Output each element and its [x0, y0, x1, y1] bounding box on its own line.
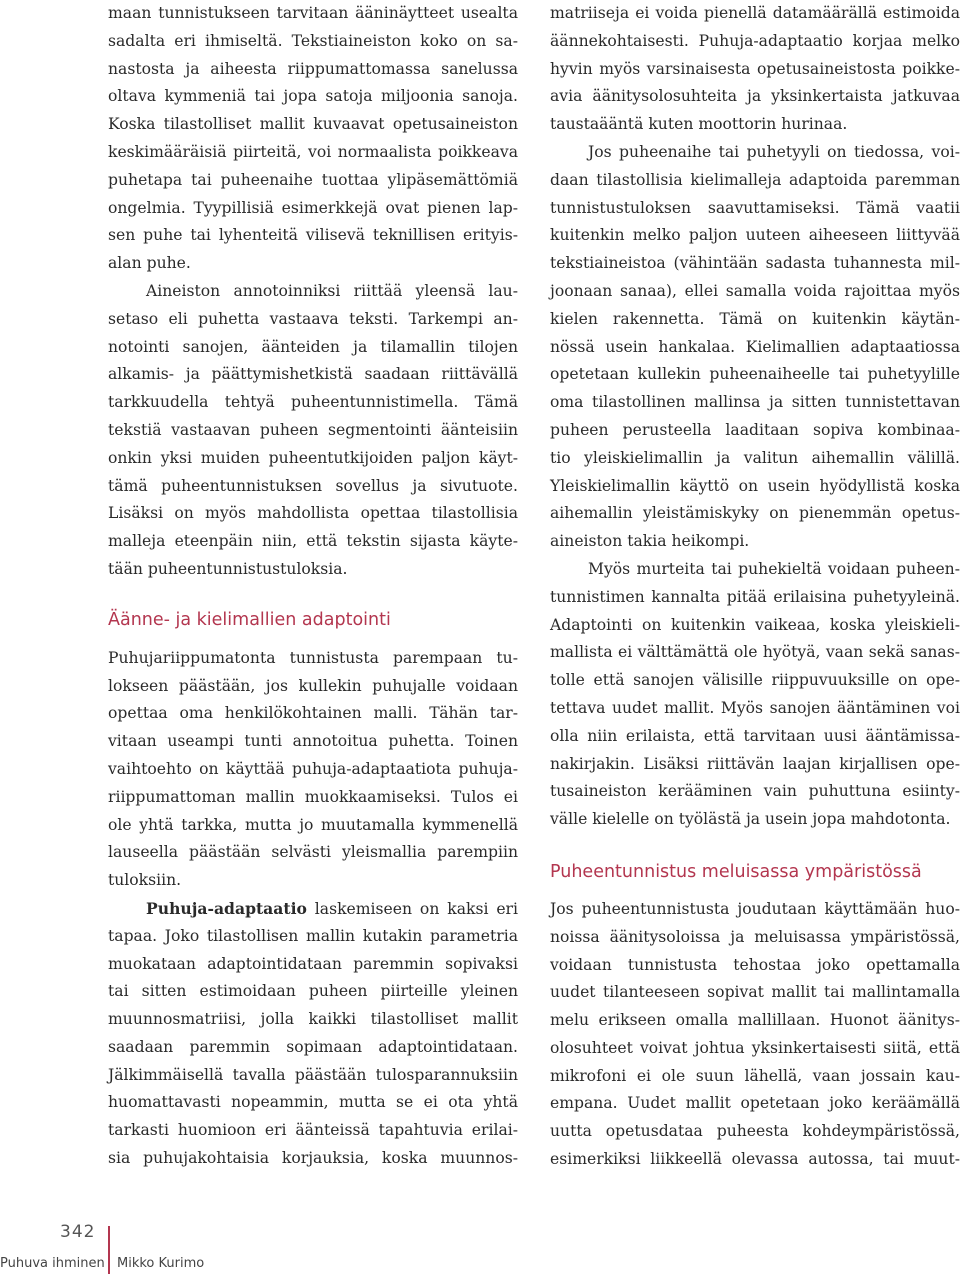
paragraph-line: vitaan useampi tunti annotoitua puhetta. Toinen	[108, 732, 518, 751]
paragraph-line: huomattavasti nopeammin, mutta se ei ota yhtä	[108, 1093, 518, 1112]
intro-paragraph	[108, 0, 518, 278]
paragraph-line: tolle että sanojen välisille riippuvuuksille on ope-	[550, 671, 960, 690]
paragraph-line: Aineiston annotoinniksi riittää yleensä lau-	[146, 281, 518, 300]
book-title: Puhuva ihminen	[0, 1256, 105, 1271]
paragraph-line: maan tunnistukseen tarvitaan ääninäytteet usealta	[108, 4, 518, 22]
topic-paragraph	[550, 139, 960, 556]
paragraph-line: esimerkiksi liikkeellä olevassa autossa, tai muut-	[550, 1150, 960, 1169]
paragraph-line: nakirjakin. Lisäksi riittävän laajan kirjallisen ope-	[550, 754, 960, 773]
speaker-paragraph	[108, 645, 518, 895]
paragraph-line: kielen rakennetta. Tämä on kuitenkin käytän-	[550, 309, 960, 328]
paragraph-line: tettava uudet mallit. Myös sanojen ääntäminen voi	[550, 698, 960, 717]
paragraph-line: aihemallin yleistämiskyky on pienemmän opetus-	[550, 504, 960, 523]
paragraph-line: keskimääräisiä piirteitä, voi normaalista poikkeava	[108, 142, 518, 161]
paragraph-line: tusaineiston kerääminen vain puhuttuna esiinty-	[550, 782, 960, 801]
continuation-paragraph	[550, 0, 960, 139]
paragraph-line: nastosta ja aiheesta riippumattomassa sanelussa	[108, 59, 518, 78]
section-heading-adaptation: Äänne- ja kielimallien adaptointi	[108, 609, 391, 630]
left-column	[108, 0, 518, 1173]
paragraph-line: matriiseja ei voida pienellä datamäärällä estimoida	[550, 4, 960, 22]
paragraph-line: malleja eteenpäin niin, että tekstin sijasta käyte-	[108, 532, 518, 551]
paragraph-line: opettaa oma henkilökohtainen malli. Tähän tar-	[108, 704, 518, 723]
paragraph-line: olla niin erilaista, että tarvitaan uusi ääntämissa-	[550, 726, 960, 745]
paragraph-line: tarkkuudella tehtyä puheentunnistimella. Tämä	[108, 393, 518, 412]
paragraph-line	[108, 895, 518, 923]
page-number: 342	[60, 1222, 96, 1242]
paragraph-line: tai sitten estimoidaan puheen piirteille yleinen	[108, 982, 518, 1001]
paragraph-line: noissa äänitysoloissa ja meluisassa ympäristössä,	[550, 927, 960, 946]
paragraph-line: sadalta eri ihmiseltä. Tekstiaineiston koko on sa-	[108, 31, 518, 50]
paragraph-line: Jos puheentunnistusta joudutaan käyttämään huo-	[550, 899, 960, 918]
paragraph-line: sen puhe tai lyhenteitä vilisevä teknillisen erityis-	[108, 226, 518, 245]
paragraph-line: tekstiaineistoa (vähintään sadasta tuhannesta mil-	[550, 254, 960, 273]
paragraph-line: joonaan sanaa), ellei samalla voida rajoittaa myös	[550, 281, 960, 300]
paragraph-line: voidaan tunnistusta tehostaa joko opettamalla	[550, 955, 960, 974]
paragraph-line: Myös murteita tai puhekieltä voidaan puheen-	[588, 559, 960, 578]
paragraph-line: Adaptointi on kuitenkin vaikeaa, koska yleiskieli-	[550, 615, 960, 634]
paragraph-line: muunnosmatriisi, jolla kaikki tilastolliset mallit	[108, 1010, 518, 1029]
paragraph-line: avia äänitysolosuhteita ja yksinkertaista jatkuvaa	[550, 87, 960, 106]
paragraph-line: tunnistustuloksen saavuttamiseksi. Tämä vaatii	[550, 198, 960, 217]
paragraph-line: tuloksiin.	[108, 871, 182, 890]
paragraph-line: tään puheentunnistustuloksia.	[108, 559, 348, 578]
paragraph-line: muokataan adaptointidataan paremmin sopivaksi	[108, 954, 518, 973]
paragraph-line: lauseella päästään selvästi yleismallia parempiin	[108, 843, 518, 862]
paragraph-line: alan puhe.	[108, 254, 191, 273]
paragraph-line: melu erikseen omalla mallillaan. Huonot äänitys-	[550, 1011, 960, 1030]
author-name: Mikko Kurimo	[117, 1256, 205, 1271]
paragraph-line: aineiston takia heikompi.	[550, 532, 750, 551]
page-footer	[0, 1218, 260, 1280]
paragraph-line: kuitenkin melko paljon uuteen aiheeseen liittyvää	[550, 226, 960, 245]
paragraph-line: Lisäksi on myös mahdollista opettaa tilastollisia	[108, 504, 518, 523]
dialect-paragraph	[550, 556, 960, 834]
paragraph-line: tapaa. Joko tilastollisen mallin kutakin parametria	[108, 926, 518, 945]
paragraph-line: alkamis- ja päättymishetkistä saadaan riittävällä	[108, 365, 518, 384]
paragraph-line: välle kielelle on työlästä ja usein jopa mahdotonta.	[550, 810, 951, 829]
paragraph-line: oma tilastollinen mallinsa ja sitten tunnistettavan	[550, 393, 960, 412]
section-heading-noise: Puheentunnistus meluisassa ympäristössä	[550, 861, 922, 882]
paragraph-line: nössä usein hankalaa. Kielimallien adaptaatiossa	[550, 337, 960, 356]
paragraph-line: olosuhteet voivat johtua yksinkertaisesti siitä, että	[550, 1038, 960, 1057]
paragraph-line: onkin yksi muiden puheentutkijoiden paljon käyt-	[108, 448, 518, 467]
paragraph-line: Koska tilastolliset mallit kuvaavat opetusaineiston	[108, 115, 518, 134]
bold-term: Puhuja-adaptaatio	[146, 898, 307, 918]
paragraph-line: sia puhujakohtaisia korjauksia, koska muunnos-	[108, 1149, 518, 1168]
paragraph-line: mikrofoni ei ole suun lähellä, vaan jossain kau-	[550, 1066, 960, 1085]
paragraph-line: notointi sanojen, äänteiden ja tilamallin tilojen	[108, 337, 518, 356]
paragraph-line: uutta opetusdataa puheesta kohdeympäristössä,	[550, 1122, 960, 1141]
paragraph-line: daan tilastollisia kielimalleja adaptoida paremman	[550, 170, 960, 189]
paragraph-line: tio yleiskielimallin ja valitun aihemallin välillä.	[550, 448, 960, 467]
annotation-paragraph	[108, 278, 518, 584]
noise-paragraph	[550, 896, 960, 1174]
line-text: laskemiseen on kaksi eri	[306, 899, 518, 918]
paragraph-line: setaso eli puhetta vastaava teksti. Tarkempi an-	[108, 309, 518, 328]
paragraph-line: Jos puheenaihe tai puhetyyli on tiedossa, voi-	[588, 142, 960, 161]
paragraph-line: ongelmia. Tyypillisiä esimerkkejä ovat pienen lap-	[108, 198, 518, 217]
paragraph-line: tämä puheentunnistuksen sovellus ja sivutuote.	[108, 476, 518, 495]
paragraph-line: puhetapa tai puheenaihe tuottaa ylipäsemättömiä	[108, 170, 518, 189]
paragraph-line: empana. Uudet mallit opetetaan joko keräämällä	[550, 1094, 960, 1113]
paragraph-line: ole yhtä tarkka, mutta jo muutamalla kymmenellä	[108, 815, 518, 834]
paragraph-line: Yleiskielimallin käyttö on usein hyödyllistä koska	[550, 476, 960, 495]
paragraph-line: mallista ei välttämättä ole hyötyä, vaan sekä sanas-	[550, 643, 960, 662]
paragraph-line: riippumattoman mallin muokkaamiseksi. Tulos ei	[108, 787, 518, 806]
paragraph-line: tarkasti huomioon eri äänteissä tapahtuvia erilai-	[108, 1121, 518, 1140]
right-column	[550, 0, 960, 1174]
paragraph-line: saadaan paremmin sopimaan adaptointidataan.	[108, 1037, 518, 1056]
paragraph-line: Jälkimmäisellä tavalla päästään tulosparannuksiin	[108, 1065, 518, 1084]
paragraph-line: taustaääntä kuten moottorin hurinaa.	[550, 115, 848, 134]
paragraph-line: hyvin myös varsinaisesta opetusaineistosta poikke-	[550, 59, 960, 78]
paragraph-line: uudet tilanteeseen sopivat mallit tai mallintamalla	[550, 983, 960, 1002]
paragraph-line: tunnistimen kannalta pitää erilaisina puhetyyleinä.	[550, 587, 960, 606]
paragraph-line: lokseen päästään, jos kullekin puhujalle voidaan	[108, 676, 518, 695]
paragraph-line: Puhujariippumatonta tunnistusta parempaan tu-	[108, 648, 518, 667]
paragraph-line: vaihtoehto on käyttää puhuja-adaptaatiota puhuja-	[108, 759, 518, 778]
paragraph-line: tekstiä vastaavan puheen segmentointi äänteisiin	[108, 420, 518, 439]
paragraph-line: äännekohtaisesti. Puhuja-adaptaatio korjaa melko	[550, 31, 960, 50]
paragraph-line: puheen perusteella laaditaan sopiva kombinaa-	[550, 420, 960, 439]
adaptation-paragraph	[108, 923, 518, 1173]
paragraph-line: opetetaan kullekin puheenaiheelle tai puhetyylille	[550, 365, 960, 384]
footer-divider	[108, 1226, 110, 1274]
paragraph-line: oltava kymmeniä tai jopa satoja miljoonia sanoja.	[108, 87, 518, 106]
